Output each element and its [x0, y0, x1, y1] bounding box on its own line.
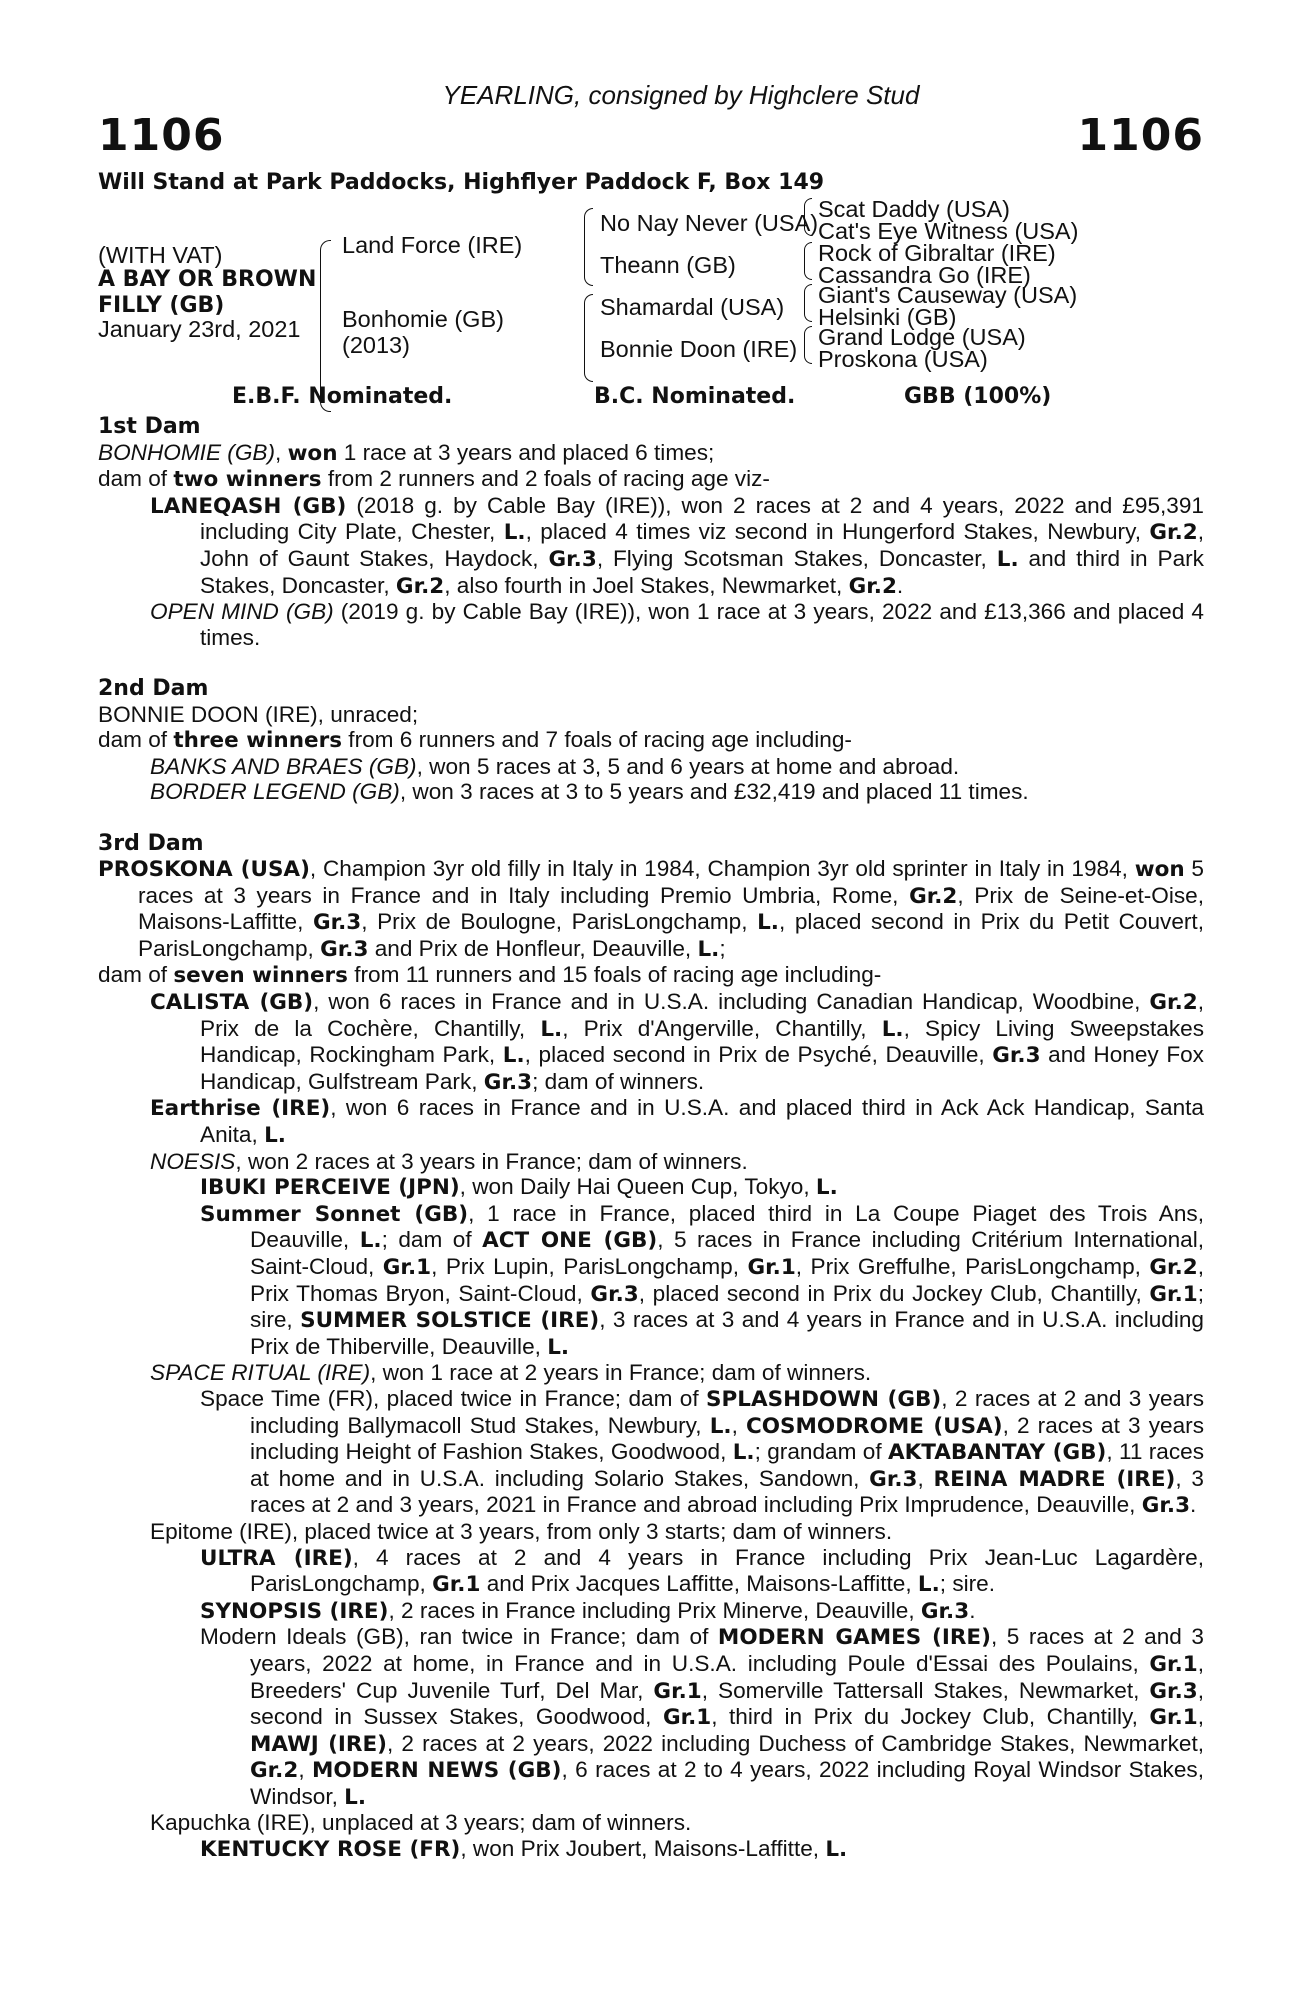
- grandsire-3: Giant's Causeway (USA): [818, 282, 1078, 308]
- produce-space-time: Space Time (FR), placed twice in France; dam of SPLASHDOWN (GB), 2 races at 2 and 3 years including Ballymacoll Stud Stakes, Newbury, L., COSMODROME (USA), 2 races at 3 years including Height of Fashion Stakes, Goodwood, L.; grandam of AKTABANTAY (GB), 11 races at home and in U.S.A. including Solario Stakes, Sandown, Gr.3, REINA MADRE (IRE), 3 races at 2 and 3 years, 2021 in France and abroad including Prix Imprudence, Deauville, Gr.3.: [200, 1385, 1204, 1519]
- third-dam-produce-summary: dam of seven winners from 11 runners and 15 foals of racing age including-: [98, 962, 882, 989]
- granddam-4: Proskona (USA): [818, 346, 988, 372]
- consignment-line: YEARLING, consigned by Highclere Stud: [442, 80, 920, 110]
- stand-location: Will Stand at Park Paddocks, Highflyer Paddock F, Box 149: [98, 170, 825, 195]
- catalogue-page: [98, 80, 1204, 1863]
- dam-sire: Shamardal (USA): [600, 294, 785, 320]
- produce-earthrise: Earthrise (IRE), won 6 races in France and in U.S.A. and placed third in Ack Ack Handicap, Santa Anita, L.: [150, 1095, 1204, 1149]
- first-dam-produce-summary: dam of two winners from 2 runners and 2 foals of racing age viz-: [98, 466, 770, 493]
- produce-epitome: Epitome (IRE), placed twice at 3 years, from only 3 starts; dam of winners.: [150, 1518, 893, 1544]
- grandsire-4: Grand Lodge (USA): [818, 324, 1026, 350]
- horse-description-2: FILLY (GB): [98, 293, 225, 318]
- horse-description-1: A BAY OR BROWN: [98, 267, 317, 292]
- nominations-row: [98, 382, 1204, 414]
- produce-kapuchka: Kapuchka (IRE), unplaced at 3 years; dam of winners.: [150, 1810, 692, 1836]
- second-dam-heading: 2nd Dam: [98, 675, 209, 701]
- second-dam-line: BONNIE DOON (IRE), unraced;: [98, 701, 419, 727]
- ebf-nomination: E.B.F. Nominated.: [232, 384, 453, 409]
- foaling-date: January 23rd, 2021: [98, 316, 301, 342]
- dam-name: Bonhomie (GB): [342, 306, 504, 332]
- produce-summer-sonnet: Summer Sonnet (GB), 1 race in France, placed third in La Coupe Piaget des Trois Ans, Deauville, L.; dam of ACT ONE (GB), 5 races in France including Critérium International, Saint-Cloud, Gr.1, Prix Lupin, ParisLongchamp, Gr.1, Prix Greffulhe, ParisLongchamp, Gr.2, Prix Thomas Bryon, Saint-Cloud, Gr.3, placed second in Prix du Jockey Club, Chantilly, Gr.1; sire, SUMMER SOLSTICE (IRE), 3 races at 3 and 4 years in France and in U.S.A. including Prix de Thiberville, Deauville, L.: [200, 1200, 1205, 1360]
- third-dam-heading: 3rd Dam: [98, 830, 204, 856]
- granddam-2: Cassandra Go (IRE): [818, 262, 1031, 288]
- bc-nomination: B.C. Nominated.: [594, 384, 796, 409]
- granddam-3: Helsinki (GB): [818, 304, 957, 330]
- produce-ibuki-perceive: IBUKI PERCEIVE (JPN), won Daily Hai Queen Cup, Tokyo, L.: [200, 1174, 838, 1201]
- brace-g3: [804, 284, 812, 322]
- produce-border-legend: BORDER LEGEND (GB), won 3 races at 3 to 5 years and £32,419 and placed 11 times.: [150, 779, 1029, 805]
- produce-synopsis: SYNOPSIS (IRE), 2 races in France including Prix Minerve, Deauville, Gr.3.: [200, 1597, 976, 1624]
- brace-dam: [584, 294, 593, 382]
- third-dam-line: PROSKONA (USA), Champion 3yr old filly in Italy in 1984, Champion 3yr old sprinter in Italy in 1984, won 5 races at 3 years in France and in Italy including Premio Umbria, Rome, Gr.2, Prix de Seine-et-Oise, Maisons-Laffitte, Gr.3, Prix de Boulogne, ParisLongchamp, L., placed second in Prix du Petit Couvert, ParisLongchamp, Gr.3 and Prix de Honfleur, Deauville, L.;: [98, 856, 1204, 962]
- produce-banks-and-braes: BANKS AND BRAES (GB), won 5 races at 3, 5 and 6 years at home and abroad.: [150, 753, 960, 779]
- dam-dam: Bonnie Doon (IRE): [600, 336, 798, 362]
- lot-number-left: 1106: [98, 110, 225, 161]
- first-dam-line: BONHOMIE (GB), won 1 race at 3 years and placed 6 times;: [98, 439, 715, 466]
- sire-dam: Theann (GB): [600, 252, 736, 278]
- lot-number-row: [98, 108, 1204, 164]
- produce-laneqash: LANEQASH (GB) (2018 g. by Cable Bay (IRE)), won 2 races at 2 and 4 years, 2022 and £95,391 including City Plate, Chester, L., placed 4 times viz second in Hungerford Stakes, Newbury, Gr.2, John of Gaunt Stakes, Haydock, Gr.3, Flying Scotsman Stakes, Doncaster, L. and third in Park Stakes, Doncaster, Gr.2, also fourth in Joel Stakes, Newmarket, Gr.2.: [150, 492, 1204, 599]
- produce-modern-ideals: Modern Ideals (GB), ran twice in France; dam of MODERN GAMES (IRE), 5 races at 2 and 3 years, 2022 at home, in France and in U.S.A. including Poule d'Essai des Poulains, Gr.1, Breeders' Cup Juvenile Turf, Del Mar, Gr.1, Somerville Tattersall Stakes, Newmarket, Gr.3, second in Sussex Stakes, Goodwood, Gr.1, third in Prix du Jockey Club, Chantilly, Gr.1, MAWJ (IRE), 2 races at 2 years, 2022 including Duchess of Cambridge Stakes, Newmarket, Gr.2, MODERN NEWS (GB), 6 races at 2 to 4 years, 2022 including Royal Windsor Stakes, Windsor, L.: [200, 1624, 1204, 1810]
- produce-noesis: NOESIS, won 2 races at 3 years in France; dam of winners.: [150, 1148, 748, 1174]
- sire-sire: No Nay Never (USA): [600, 210, 819, 236]
- grandsire-1: Scat Daddy (USA): [818, 196, 1010, 222]
- produce-calista: CALISTA (GB), won 6 races in France and in U.S.A. including Canadian Handicap, Woodbine, Gr.2, Prix de la Cochère, Chantilly, L., Prix d'Angerville, Chantilly, L., Spicy Living Sweepstakes Handicap, Rockingham Park, L., placed second in Prix de Psyché, Deauville, Gr.3 and Honey Fox Handicap, Gulfstream Park, Gr.3; dam of winners.: [150, 989, 1204, 1095]
- produce-kentucky-rose: KENTUCKY ROSE (FR), won Prix Joubert, Maisons-Laffitte, L.: [200, 1836, 848, 1863]
- first-dam-heading: 1st Dam: [98, 414, 201, 439]
- second-dam-produce-summary: dam of three winners from 6 runners and 7 foals of racing age including-: [98, 727, 852, 754]
- granddam-1: Cat's Eye Witness (USA): [818, 218, 1079, 244]
- sire-name: Land Force (IRE): [342, 232, 523, 258]
- lot-number-right: 1106: [1077, 110, 1204, 161]
- produce-open-mind: OPEN MIND (GB) (2019 g. by Cable Bay (IRE)), won 1 race at 3 years, 2022 and £13,366 and placed 4 times.: [150, 599, 1204, 650]
- brace-g4: [804, 326, 812, 364]
- produce-space-ritual: SPACE RITUAL (IRE), won 1 race at 2 years in France; dam of winners.: [150, 1360, 872, 1386]
- vat-note: (WITH VAT): [98, 242, 223, 268]
- brace-g2: [804, 242, 812, 280]
- brace-g1: [804, 198, 812, 236]
- gbb-rating: GBB (100%): [904, 384, 1052, 409]
- produce-ultra: ULTRA (IRE), 4 races at 2 and 4 years in France including Prix Jean-Luc Lagardère, ParisLongchamp, Gr.1 and Prix Jacques Laffitte, Maisons-Laffitte, L.; sire.: [200, 1544, 1205, 1598]
- brace-sire: [584, 208, 593, 286]
- dam-year: (2013): [342, 332, 410, 358]
- grandsire-2: Rock of Gibraltar (IRE): [818, 240, 1056, 266]
